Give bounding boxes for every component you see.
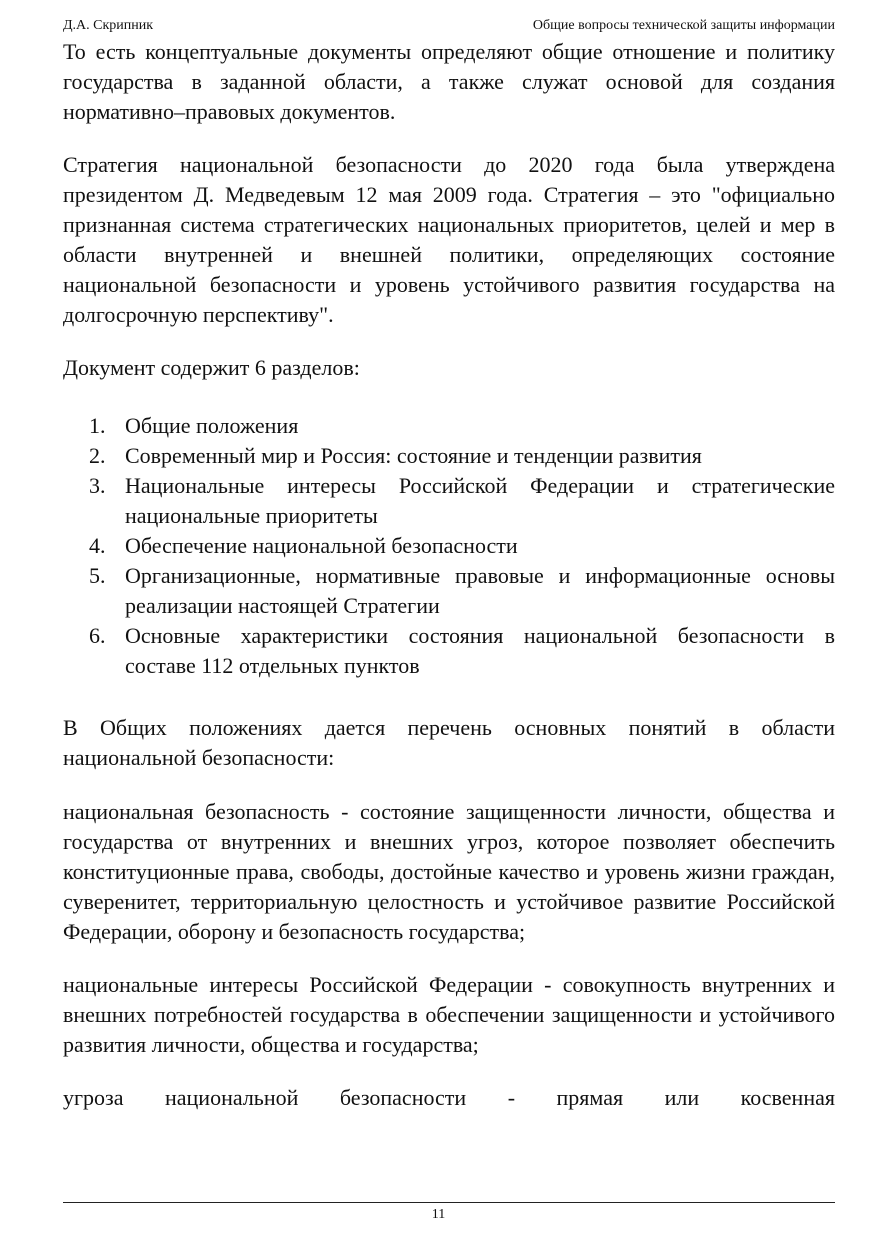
list-item-number: 1.: [89, 413, 106, 438]
page-body: [63, 37, 835, 1113]
list-item-text: Основные характеристики состояния национальной безопасности в составе 112 отдельных пунктов: [125, 623, 835, 678]
list-item: [63, 621, 835, 681]
paragraph: То есть концептуальные документы определяют общие отношение и политику государства в заданной области, а также служат основой для создания нормативно–правовых документов.: [63, 39, 835, 124]
list-item-text: Организационные, нормативные правовые и информационные основы реализации настоящей Стратегии: [125, 563, 835, 618]
paragraph: В Общих положениях дается перечень основных понятий в области национальной безопасности:: [63, 715, 835, 770]
header-title: Общие вопросы технической защиты информации: [532, 18, 835, 33]
list-item: [63, 441, 835, 471]
page-number: 11: [431, 1207, 446, 1222]
page-header: [63, 16, 835, 36]
paragraph: национальные интересы Российской Федерации - совокупность внутренних и внешних потребностей государства в обеспечении защищенности и устойчивого развития личности, общества и государства;: [63, 972, 835, 1057]
list-item-text: Современный мир и Россия: состояние и тенденции развития: [125, 443, 702, 468]
list-item-number: 2.: [89, 443, 106, 468]
paragraph: национальная безопасность - состояние защищенности личности, общества и государства от внутренних и внешних угроз, которое позволяет обеспечить конституционные права, свободы, достойные качество и уровень жизни граждан, суверенитет, территориальную целостность и устойчивое развитие Российской Федерации, оборону и безопасность государства;: [63, 799, 835, 944]
header-author: Д.А. Скрипник: [63, 18, 154, 33]
paragraph: Документ содержит 6 разделов:: [63, 355, 360, 380]
paragraph: угроза национальной безопасности - прямая или косвенная: [63, 1085, 835, 1110]
list-item-text: Обеспечение национальной безопасности: [125, 533, 518, 558]
footer-divider: [63, 1202, 835, 1203]
list-item: [63, 411, 835, 441]
list-item: [63, 471, 835, 531]
sections-list: [63, 411, 835, 681]
list-item-number: 3.: [89, 473, 106, 498]
list-item-number: 6.: [89, 623, 106, 648]
list-item-text: Общие положения: [125, 413, 299, 438]
list-item: [63, 531, 835, 561]
paragraph: Стратегия национальной безопасности до 2020 года была утверждена президентом Д. Медведевым 12 мая 2009 года. Стратегия – это "официально признанная система стратегических национальных приоритетов, целей и мер в области внутренней и внешней политики, определяющих состояние национальной безопасности и уровень устойчивого развития государства на долгосрочную перспективу".: [63, 152, 835, 327]
list-item: [63, 561, 835, 621]
list-item-number: 5.: [89, 563, 106, 588]
list-item-text: Национальные интересы Российской Федерации и стратегические национальные приоритеты: [125, 473, 835, 528]
list-item-number: 4.: [89, 533, 106, 558]
